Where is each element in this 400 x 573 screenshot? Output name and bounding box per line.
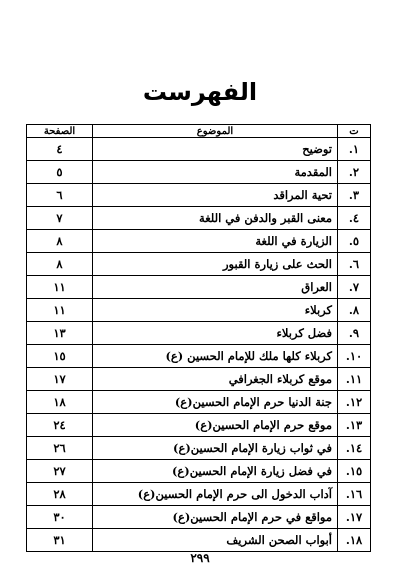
- page-number: ٢٩٩: [190, 551, 210, 565]
- table-row: [27, 460, 371, 483]
- table-row: [27, 161, 371, 184]
- table-row: [27, 230, 371, 253]
- table-row: [27, 414, 371, 437]
- row-page: ١١: [27, 299, 93, 322]
- table-row: [27, 207, 371, 230]
- row-topic: الحث على زيارة القبور: [93, 253, 338, 276]
- row-page: ٨: [27, 253, 93, 276]
- row-page: ٦: [27, 184, 93, 207]
- row-topic: آداب الدخول الى حرم الإمام الحسين(ع): [93, 483, 338, 506]
- table-row: [27, 506, 371, 529]
- row-topic: موقع كربلاء الجغرافي: [93, 368, 338, 391]
- table-row: [27, 276, 371, 299]
- row-topic: تحية المراقد: [93, 184, 338, 207]
- row-page: ٧: [27, 207, 93, 230]
- toc-header-row: [27, 125, 371, 138]
- row-page: ٢٨: [27, 483, 93, 506]
- row-number: ٤.: [338, 207, 371, 230]
- table-row: [27, 368, 371, 391]
- row-number: ٧.: [338, 276, 371, 299]
- header-number: ت: [338, 125, 371, 138]
- row-topic: كربلاء كلها ملك للإمام الحسين (ع): [93, 345, 338, 368]
- row-page: ٨: [27, 230, 93, 253]
- row-number: ٣.: [338, 184, 371, 207]
- table-row: [27, 322, 371, 345]
- row-page: ٤: [27, 138, 93, 161]
- row-number: ٢.: [338, 161, 371, 184]
- table-row: [27, 253, 371, 276]
- table-row: [27, 529, 371, 552]
- row-number: ١٢.: [338, 391, 371, 414]
- toc-body: [27, 138, 371, 552]
- row-number: ٦.: [338, 253, 371, 276]
- table-row: [27, 299, 371, 322]
- row-page: ٢٧: [27, 460, 93, 483]
- row-page: ١٨: [27, 391, 93, 414]
- table-row: [27, 391, 371, 414]
- row-number: ٩.: [338, 322, 371, 345]
- row-page: ٢٤: [27, 414, 93, 437]
- row-page: ١٣: [27, 322, 93, 345]
- row-topic: في فضل زيارة الإمام الحسين(ع): [93, 460, 338, 483]
- row-number: ١٨.: [338, 529, 371, 552]
- page-title: الفهرست: [142, 78, 258, 106]
- toc-table: [26, 124, 371, 552]
- row-topic: جنة الدنيا حرم الإمام الحسين(ع): [93, 391, 338, 414]
- row-topic: العراق: [93, 276, 338, 299]
- row-number: ١٣.: [338, 414, 371, 437]
- row-page: ٥: [27, 161, 93, 184]
- table-row: [27, 184, 371, 207]
- row-topic: موقع حرم الإمام الحسين(ع): [93, 414, 338, 437]
- row-number: ٥.: [338, 230, 371, 253]
- row-page: ٣٠: [27, 506, 93, 529]
- table-row: [27, 138, 371, 161]
- row-page: ١١: [27, 276, 93, 299]
- header-topic: الموضوع: [93, 125, 338, 138]
- row-number: ١.: [338, 138, 371, 161]
- table-row: [27, 483, 371, 506]
- table-row: [27, 345, 371, 368]
- row-page: ٢٦: [27, 437, 93, 460]
- row-page: ١٥: [27, 345, 93, 368]
- row-topic: المقدمة: [93, 161, 338, 184]
- row-number: ١١.: [338, 368, 371, 391]
- row-topic: كربلاء: [93, 299, 338, 322]
- row-topic: معنى القبر والدفن في اللغة: [93, 207, 338, 230]
- row-number: ١٥.: [338, 460, 371, 483]
- row-number: ٨.: [338, 299, 371, 322]
- row-number: ١٠.: [338, 345, 371, 368]
- row-topic: الزيارة في اللغة: [93, 230, 338, 253]
- row-number: ١٦.: [338, 483, 371, 506]
- row-topic: فضل كربلاء: [93, 322, 338, 345]
- row-topic: في ثواب زيارة الإمام الحسين(ع): [93, 437, 338, 460]
- row-number: ١٤.: [338, 437, 371, 460]
- header-page: الصفحة: [27, 125, 93, 138]
- row-topic: توضيح: [93, 138, 338, 161]
- row-topic: أبواب الصحن الشريف: [93, 529, 338, 552]
- row-page: ١٧: [27, 368, 93, 391]
- table-row: [27, 437, 371, 460]
- row-page: ٣١: [27, 529, 93, 552]
- row-number: ١٧.: [338, 506, 371, 529]
- row-topic: مواقع في حرم الإمام الحسين(ع): [93, 506, 338, 529]
